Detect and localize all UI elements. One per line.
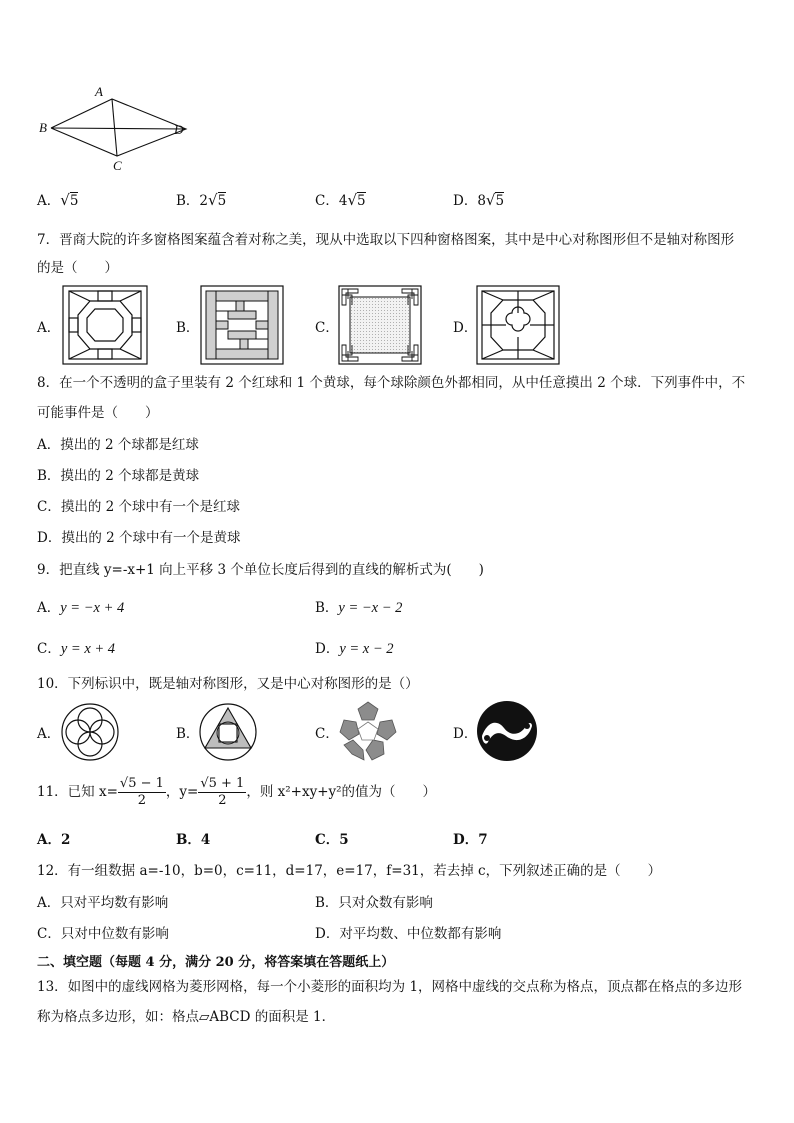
q10-option-d-letter[interactable]: D． [453, 726, 478, 742]
q8-stem-line1: 8．在一个不透明的盒子里装有 2 个红球和 1 个黄球，每个球除颜色外都相同，从中任意摸出 2 个球．下列事件中，不 [37, 375, 746, 391]
q9-option-a-letter: A． [37, 600, 61, 616]
q10-option-a-letter[interactable]: A． [37, 726, 61, 742]
q10-logo-four-circles[interactable] [60, 702, 120, 762]
q13-stem-line1: 13．如图中的虚线网格为菱形网格，每一个小菱形的面积均为 1，网格中虚线的交点称为格点，顶点都在格点的多边形 [37, 979, 743, 995]
q10-option-b-letter[interactable]: B． [176, 726, 200, 742]
q11-option-b[interactable]: B．4 [176, 832, 211, 848]
q7-stem-line1: 7．晋商大院的许多窗格图案蕴含着对称之美，现从中选取以下四种窗格图案，其中是中心对称图形但不是轴对称图形 [37, 232, 735, 248]
q9-option-a[interactable] [37, 596, 124, 617]
section-heading: 二、填空题（每题 4 分，满分 20 分，将答案填在答题纸上） [37, 955, 395, 970]
q11-suffix: ，则 x²+xy+y²的值为（ ） [246, 784, 437, 800]
q7-window-pattern-c[interactable] [338, 285, 422, 365]
q7-option-a-letter[interactable]: A． [37, 320, 61, 336]
q9-option-c-letter: C． [37, 641, 61, 657]
q9-option-c-expr: y = x + 4 [60, 641, 116, 657]
vertex-label-d: D [174, 122, 184, 137]
q9-option-d-expr: y = x − 2 [339, 641, 394, 657]
q9-option-d-letter: D． [315, 641, 340, 657]
q7-window-pattern-b[interactable] [200, 285, 284, 365]
q7-window-pattern-d[interactable] [476, 285, 560, 365]
q6-option-b-letter: B． [176, 193, 200, 209]
q6-option-d-radicand: 5 [495, 193, 505, 209]
q7-stem-line2: 的是（ ） [37, 260, 118, 276]
q8-option-b[interactable]: B．摸出的 2 个球都是黄球 [37, 468, 200, 484]
q10-logo-wave-circle[interactable] [476, 700, 538, 762]
q7-option-c-letter[interactable]: C． [315, 320, 339, 336]
sqrt-symbol: √ [60, 191, 70, 209]
q11-option-c[interactable]: C．5 [315, 832, 349, 848]
sqrt-symbol: √ [485, 191, 496, 209]
q11-stem [37, 771, 436, 813]
q9-option-d[interactable] [315, 637, 394, 658]
q6-option-a-radicand: 5 [69, 193, 79, 209]
q12-option-b[interactable]: B．只对众数有影响 [315, 895, 433, 911]
q12-option-a[interactable]: A．只对平均数有影响 [37, 895, 169, 911]
q12-stem: 12．有一组数据 a=-10，b=0，c=11，d=17，e=17，f=31，若去掉 c，下列叙述正确的是（ ） [37, 863, 662, 879]
vertex-label-a: A [95, 84, 103, 99]
q6-option-d-coef: 8 [477, 193, 486, 209]
q6-option-c-letter: C． [315, 193, 339, 209]
q6-option-c-radicand: 5 [357, 193, 366, 209]
q11-y-numerator: √5 + 1 [200, 776, 245, 791]
q6-option-c-coef: 4 [338, 193, 348, 209]
q11-prefix: 11．已知 x= [37, 784, 118, 800]
vertex-label-b: B [39, 120, 47, 135]
q9-stem: 9．把直线 y=-x+1 向上平移 3 个单位长度后得到的直线的解析式为( ) [37, 562, 484, 578]
q6-option-a-letter: A． [37, 193, 61, 209]
q8-stem-line2: 可能事件是（ ） [37, 405, 159, 421]
sqrt-symbol: √ [208, 191, 218, 209]
q7-option-b-letter[interactable]: B． [176, 320, 200, 336]
q10-logo-pentagons[interactable] [336, 700, 400, 764]
q11-y-fraction [198, 776, 246, 809]
q8-option-c[interactable]: C．摸出的 2 个球中有一个是红球 [37, 499, 241, 515]
q11-option-a[interactable]: A．2 [37, 832, 71, 848]
sqrt-symbol: √ [347, 191, 357, 209]
q6-option-d-letter: D． [453, 193, 478, 209]
q8-option-d[interactable]: D．摸出的 2 个球中有一个是黄球 [37, 530, 241, 546]
q7-window-pattern-a[interactable] [62, 285, 148, 365]
q6-option-b-radicand: 5 [217, 193, 227, 209]
q9-option-b[interactable] [315, 596, 402, 617]
q11-x-denominator: 2 [137, 793, 147, 808]
q11-x-fraction [118, 776, 166, 809]
q13-stem-line2: 称为格点多边形，如：格点▱ABCD 的面积是 1． [37, 1009, 336, 1025]
q7-option-d-letter[interactable]: D． [453, 320, 478, 336]
q6-option-b[interactable] [176, 189, 226, 209]
q9-option-b-expr: y = −x − 2 [338, 600, 403, 616]
rhombus-figure [34, 82, 194, 174]
q10-logo-triangle-square[interactable] [198, 702, 258, 762]
q10-option-c-letter[interactable]: C． [315, 726, 339, 742]
q6-option-d[interactable] [453, 189, 504, 209]
q6-option-c[interactable] [315, 189, 366, 209]
q10-stem: 10．下列标识中，既是轴对称图形，又是中心对称图形的是（） [37, 676, 419, 692]
q9-option-c[interactable] [37, 637, 115, 658]
q9-option-b-letter: B． [315, 600, 339, 616]
q11-x-numerator: √5 − 1 [119, 776, 164, 791]
q11-option-d[interactable]: D．7 [453, 832, 488, 848]
q11-mid: ，y= [165, 784, 199, 800]
q12-option-d[interactable]: D．对平均数、中位数都有影响 [315, 926, 502, 942]
q11-y-denominator: 2 [218, 793, 227, 808]
q12-option-c[interactable]: C．只对中位数有影响 [37, 926, 169, 942]
q6-option-b-coef: 2 [199, 193, 209, 209]
vertex-label-c: C [113, 158, 122, 173]
q9-option-a-expr: y = −x + 4 [60, 600, 125, 616]
q6-option-a[interactable] [37, 189, 78, 209]
q8-option-a[interactable]: A．摸出的 2 个球都是红球 [37, 437, 199, 453]
